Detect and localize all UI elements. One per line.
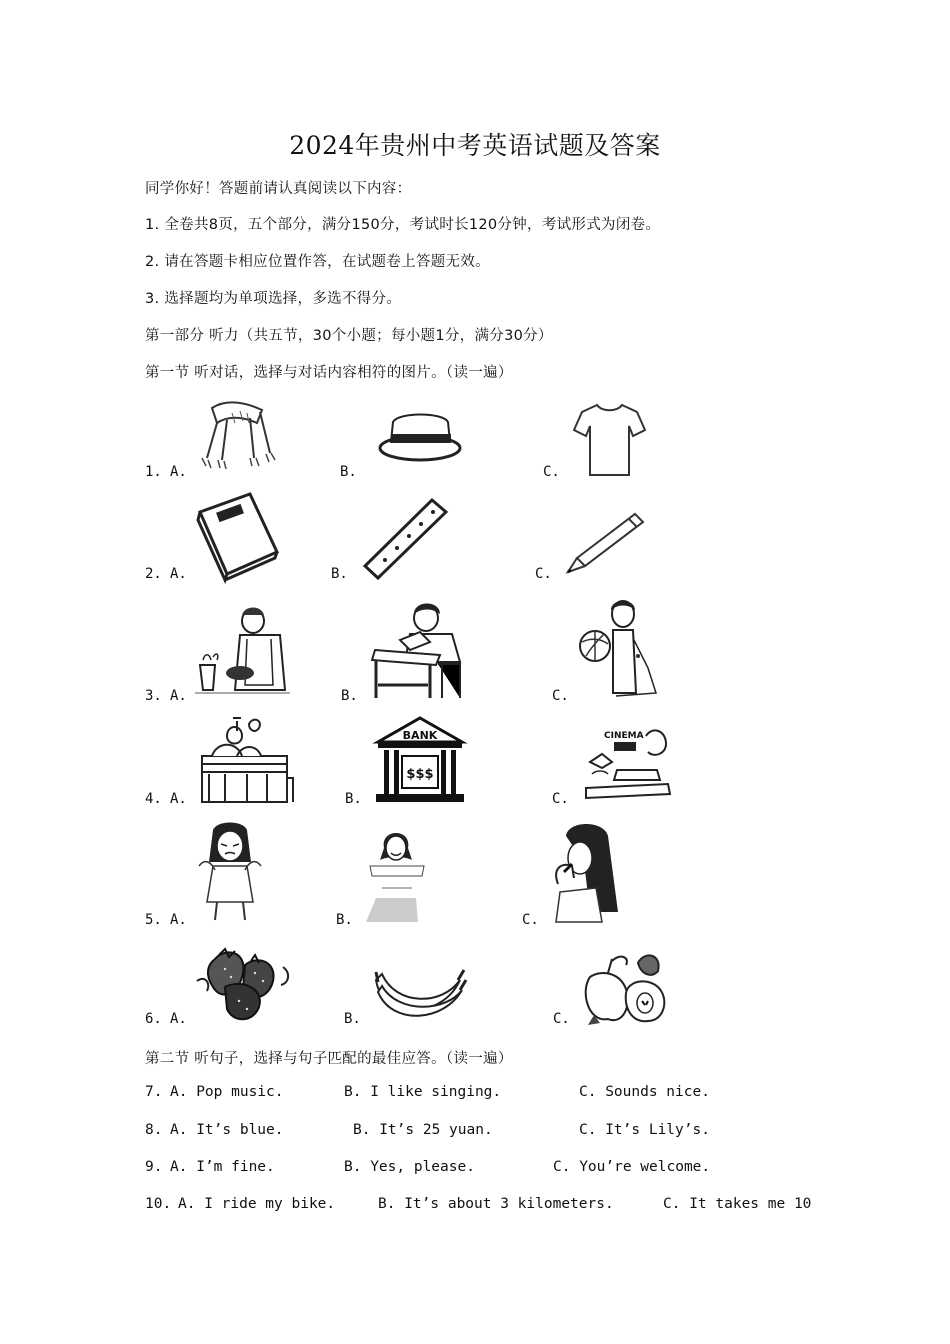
question-number: 1. <box>145 464 162 480</box>
option-b: B. It’s about 3 kilometers. <box>378 1196 614 1212</box>
book-image <box>195 492 280 580</box>
girl-smiling-image <box>360 826 435 924</box>
section1-heading: 第一节 听对话，选择与对话内容相符的图片。（读一遍） <box>145 365 513 381</box>
intro-text: 同学你好！答题前请认真阅读以下内容： <box>145 181 412 197</box>
option-a-label: A. <box>170 912 187 928</box>
option-c-label: C. <box>543 464 560 480</box>
bank-money-text: $$$ <box>406 767 434 782</box>
question-number: 9. <box>145 1159 163 1175</box>
option-c-label: C. <box>553 1011 570 1027</box>
page-title: 2024年贵州中考英语试题及答案 <box>289 131 661 160</box>
scarf-image <box>192 398 277 473</box>
option-a: A. Pop music. <box>170 1084 284 1100</box>
rule-3: 3. 选择题均为单项选择，多选不得分。 <box>145 291 402 307</box>
question-number: 8. <box>145 1122 163 1138</box>
strawberries-image <box>195 947 295 1025</box>
question-number: 3. <box>145 688 162 704</box>
option-a-label: A. <box>170 688 187 704</box>
option-c: C. Sounds nice. <box>579 1084 710 1100</box>
option-b-label: B. <box>341 688 358 704</box>
option-a-label: A. <box>170 566 187 582</box>
question-number: 5. <box>145 912 162 928</box>
option-a-label: A. <box>170 791 187 807</box>
option-b-label: B. <box>345 791 362 807</box>
cinema-image <box>582 722 674 804</box>
rule-1: 1. 全卷共8页，五个部分，满分150分，考试时长120分钟，考试形式为闭卷。 <box>145 217 661 233</box>
option-b: B. Yes, please. <box>344 1159 475 1175</box>
boy-reading-image <box>370 600 465 700</box>
option-c-label: C. <box>522 912 539 928</box>
section2-heading: 第二节 听句子，选择与句子匹配的最佳应答。（读一遍） <box>145 1051 513 1067</box>
option-c: C. It takes me 10 <box>663 1196 812 1212</box>
question-number: 7. <box>145 1084 163 1100</box>
girl-eating-image <box>550 822 628 924</box>
option-a: A. It’s blue. <box>170 1122 284 1138</box>
bank-image <box>374 716 466 804</box>
option-b-label: B. <box>340 464 357 480</box>
tshirt-image <box>572 400 647 478</box>
bank-sign-text: BANK <box>402 729 438 742</box>
option-a-label: A. <box>170 1011 187 1027</box>
bananas-image <box>372 950 467 1025</box>
option-b-label: B. <box>331 566 348 582</box>
hat-image <box>378 412 463 467</box>
question-number: 10. <box>145 1196 172 1212</box>
question-number: 2. <box>145 566 162 582</box>
option-c: C. It’s Lily’s. <box>579 1122 710 1138</box>
girl-crying-image <box>195 822 265 924</box>
boy-basketball-image <box>578 598 668 700</box>
boy-cooking-image <box>195 605 290 697</box>
option-b: B. I like singing. <box>344 1084 502 1100</box>
option-c-label: C. <box>535 566 552 582</box>
option-a: A. I ride my bike. <box>178 1196 336 1212</box>
apples-image <box>578 947 673 1027</box>
question-number: 4. <box>145 791 162 807</box>
option-b-label: B. <box>336 912 353 928</box>
option-a-label: A. <box>170 464 187 480</box>
ruler-image <box>360 498 450 580</box>
rule-2: 2. 请在答题卡相应位置作答，在试题卷上答题无效。 <box>145 254 490 270</box>
shop-image <box>197 716 295 804</box>
part1-heading: 第一部分 听力（共五节，30个小题；每小题1分，满分30分） <box>145 328 553 344</box>
option-c: C. You’re welcome. <box>553 1159 711 1175</box>
cinema-sign-text: CINEMA <box>604 731 644 741</box>
pencil-image <box>565 510 647 575</box>
option-b: B. It’s 25 yuan. <box>353 1122 493 1138</box>
option-b-label: B. <box>344 1011 361 1027</box>
option-a: A. I’m fine. <box>170 1159 275 1175</box>
option-c-label: C. <box>552 791 569 807</box>
question-number: 6. <box>145 1011 162 1027</box>
option-c-label: C. <box>552 688 569 704</box>
